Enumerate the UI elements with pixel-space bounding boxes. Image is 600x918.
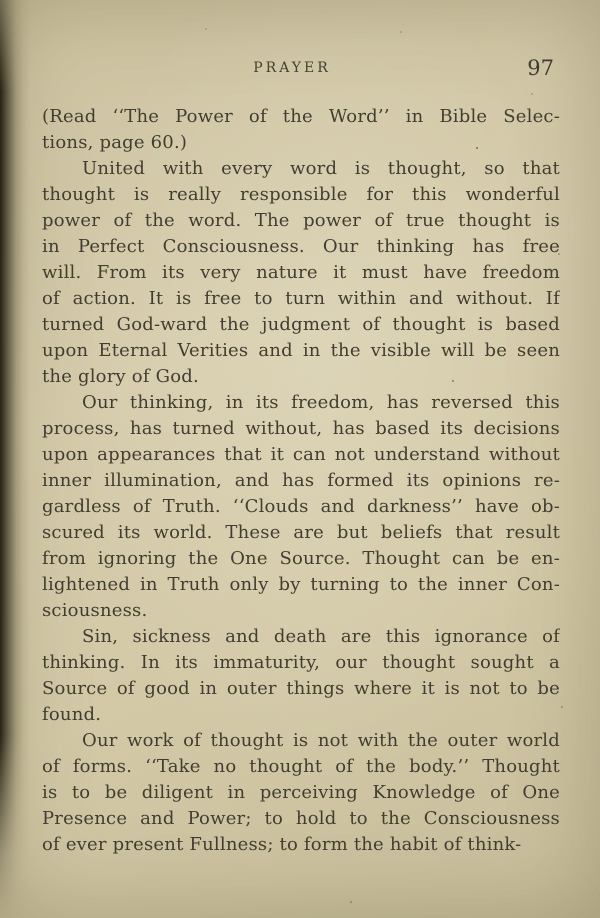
paragraph — [42, 104, 560, 156]
text-line: sciousness. — [42, 600, 148, 621]
text-line: of forms. ‘‘Take no thought of the body.’’ Thought — [42, 756, 560, 777]
text-line: process, has turned without, has based its decisions — [42, 418, 560, 439]
text-line: upon appearances that it can not understand without — [42, 444, 560, 465]
text-line: of ever present Fullness; to form the habit of think- — [42, 834, 522, 855]
text-line: is to be diligent in perceiving Knowledge of One — [42, 782, 560, 803]
text-line: lightened in Truth only by turning to the inner Con- — [42, 574, 560, 595]
text-line: found. — [42, 704, 102, 725]
text-line: upon Eternal Verities and in the visible will be seen — [42, 340, 560, 361]
text-line: in Perfect Consciousness. Our thinking has free — [42, 236, 560, 257]
text-line: from ignoring the One Source. Thought can be en- — [42, 548, 560, 569]
page-header — [42, 56, 560, 90]
paragraph — [42, 728, 560, 858]
text-line: tions, page 60.) — [42, 132, 188, 153]
text-line: Sin, sickness and death are this ignorance of — [82, 626, 560, 647]
text-line: gardless of Truth. ‘‘Clouds and darkness’’ have ob- — [42, 496, 560, 517]
paragraph — [42, 156, 560, 390]
page-number: 97 — [527, 56, 554, 80]
text-line: power of the word. The power of true thought is — [42, 210, 560, 231]
page-body — [42, 104, 560, 858]
text-line: Our thinking, in its freedom, has reversed this — [82, 392, 560, 413]
text-line: inner illumination, and has formed its opinions re- — [42, 470, 560, 491]
text-line: thought is really responsible for this wonderful — [42, 184, 560, 205]
text-line: of action. It is free to turn within and without. If — [42, 288, 560, 309]
text-line: the glory of God. — [42, 366, 199, 387]
text-line: will. From its very nature it must have freedom — [42, 262, 560, 283]
running-title: PRAYER — [253, 60, 331, 76]
text-line: Presence and Power; to hold to the Consciousness — [42, 808, 560, 829]
paragraph — [42, 390, 560, 624]
text-line: scured its world. These are but beliefs that result — [42, 522, 560, 543]
text-line: turned God-ward the judgment of thought is based — [42, 314, 560, 335]
text-line: Source of good in outer things where it is not to be — [42, 678, 560, 699]
text-line: Our work of thought is not with the outer world — [82, 730, 560, 751]
text-line: United with every word is thought, so that — [82, 158, 560, 179]
paragraph — [42, 624, 560, 728]
text-line: thinking. In its immaturity, our thought sought a — [42, 652, 560, 673]
text-line: (Read ‘‘The Power of the Word’’ in Bible Selec- — [42, 106, 560, 127]
